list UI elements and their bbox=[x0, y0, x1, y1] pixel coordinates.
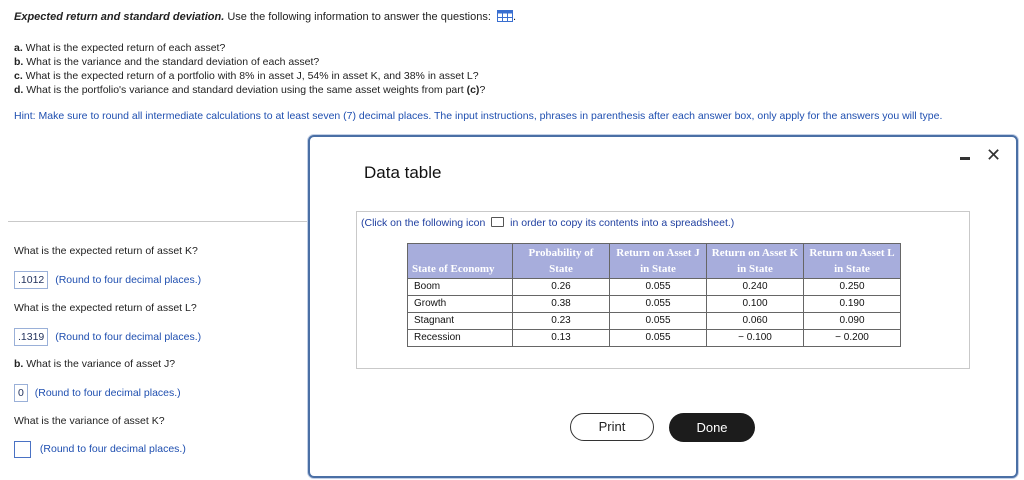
question-k-return: What is the expected return of asset K? bbox=[14, 245, 198, 257]
question-title-rest: Use the following information to answer the questions: bbox=[224, 11, 491, 23]
answer-k-return-field[interactable]: .1012 bbox=[14, 271, 48, 289]
cell-return-l: 0.250 bbox=[804, 279, 901, 296]
part-text: What is the expected return of a portfolio with 8% in asset J, 54% in asset K, and 38% in asset L? bbox=[22, 70, 479, 82]
answer-row-var-k bbox=[14, 441, 186, 458]
part-c bbox=[14, 69, 485, 83]
divider bbox=[8, 221, 308, 222]
copy-instruction-post: in order to copy its contents into a spreadsheet.) bbox=[510, 217, 735, 229]
data-table-icon[interactable] bbox=[497, 10, 513, 22]
cell-return-k: 0.060 bbox=[707, 313, 804, 330]
answer-var-k-field[interactable] bbox=[14, 441, 31, 458]
cell-state: Stagnant bbox=[408, 313, 513, 330]
round-instruction: (Round to four decimal places.) bbox=[55, 331, 202, 343]
part-d bbox=[14, 83, 485, 97]
cell-probability: 0.38 bbox=[513, 296, 610, 313]
part-end: ? bbox=[479, 84, 486, 96]
cell-return-k: 0.100 bbox=[707, 296, 804, 313]
cell-state: Recession bbox=[408, 330, 513, 347]
part-a bbox=[14, 41, 485, 55]
cell-probability: 0.13 bbox=[513, 330, 610, 347]
round-instruction: (Round to four decimal places.) bbox=[55, 274, 202, 286]
cell-return-l: 0.090 bbox=[804, 313, 901, 330]
answer-row-l-return bbox=[14, 328, 201, 346]
data-table-panel bbox=[356, 211, 970, 369]
table-row bbox=[408, 296, 901, 313]
copy-to-spreadsheet-icon[interactable] bbox=[491, 217, 504, 227]
col-probability: Probability of State bbox=[513, 244, 610, 279]
part-letter: d. bbox=[14, 84, 24, 96]
answer-row-var-j bbox=[14, 384, 181, 402]
question-title-bold: Expected return and standard deviation. bbox=[14, 11, 225, 23]
question-title-end: . bbox=[512, 11, 516, 23]
part-letter: c. bbox=[14, 70, 23, 82]
answer-var-j-field[interactable]: 0 bbox=[14, 384, 28, 402]
col-return-l: Return on Asset L in State bbox=[804, 244, 901, 279]
table-row bbox=[408, 313, 901, 330]
cell-state: Boom bbox=[408, 279, 513, 296]
cell-return-k: − 0.100 bbox=[707, 330, 804, 347]
col-return-k: Return on Asset K in State bbox=[707, 244, 804, 279]
cell-return-k: 0.240 bbox=[707, 279, 804, 296]
part-text: What is the expected return of each asset? bbox=[22, 42, 226, 54]
table-row bbox=[408, 330, 901, 347]
question-var-k: What is the variance of asset K? bbox=[14, 415, 165, 427]
cell-return-j: 0.055 bbox=[610, 330, 707, 347]
question-parts bbox=[14, 41, 485, 97]
part-letter: b. bbox=[14, 358, 24, 370]
cell-probability: 0.26 bbox=[513, 279, 610, 296]
table-header-row bbox=[408, 244, 901, 279]
part-ref: (c) bbox=[466, 84, 480, 96]
done-button[interactable]: Done bbox=[669, 413, 755, 442]
data-table bbox=[407, 243, 901, 347]
col-return-j: Return on Asset J in State bbox=[610, 244, 707, 279]
round-instruction: (Round to four decimal places.) bbox=[34, 387, 181, 399]
cell-probability: 0.23 bbox=[513, 313, 610, 330]
copy-instruction bbox=[361, 217, 734, 229]
data-table-dialog bbox=[308, 135, 1018, 478]
question-var-j-text: What is the variance of asset J? bbox=[23, 358, 176, 370]
minimize-icon[interactable] bbox=[960, 157, 970, 160]
close-icon[interactable]: ✕ bbox=[986, 145, 1002, 165]
part-text: What is the portfolio's variance and standard deviation using the same asset weights from part bbox=[23, 84, 467, 96]
part-letter: a. bbox=[14, 42, 23, 54]
print-button[interactable]: Print bbox=[570, 413, 654, 441]
round-instruction: (Round to four decimal places.) bbox=[39, 443, 186, 456]
col-state: State of Economy bbox=[408, 244, 513, 279]
cell-return-j: 0.055 bbox=[610, 296, 707, 313]
cell-return-j: 0.055 bbox=[610, 279, 707, 296]
table-row bbox=[408, 279, 901, 296]
cell-state: Growth bbox=[408, 296, 513, 313]
part-b bbox=[14, 55, 485, 69]
question-var-j bbox=[14, 358, 175, 370]
cell-return-j: 0.055 bbox=[610, 313, 707, 330]
answer-l-return-field[interactable]: .1319 bbox=[14, 328, 48, 346]
answer-row-k-return bbox=[14, 271, 201, 289]
cell-return-l: − 0.200 bbox=[804, 330, 901, 347]
question-l-return: What is the expected return of asset L? bbox=[14, 302, 197, 314]
hint-text: Hint: Make sure to round all intermediate calculations to at least seven (7) decimal places. The input instructions, phrases in parenthesis after each answer box, only apply for the answers you will type. bbox=[14, 110, 943, 122]
dialog-title: Data table bbox=[364, 163, 442, 182]
part-text: What is the variance and the standard deviation of each asset? bbox=[23, 56, 320, 68]
part-letter: b. bbox=[14, 56, 24, 68]
copy-instruction-pre: (Click on the following icon bbox=[361, 217, 486, 229]
cell-return-l: 0.190 bbox=[804, 296, 901, 313]
question-title bbox=[14, 10, 516, 23]
